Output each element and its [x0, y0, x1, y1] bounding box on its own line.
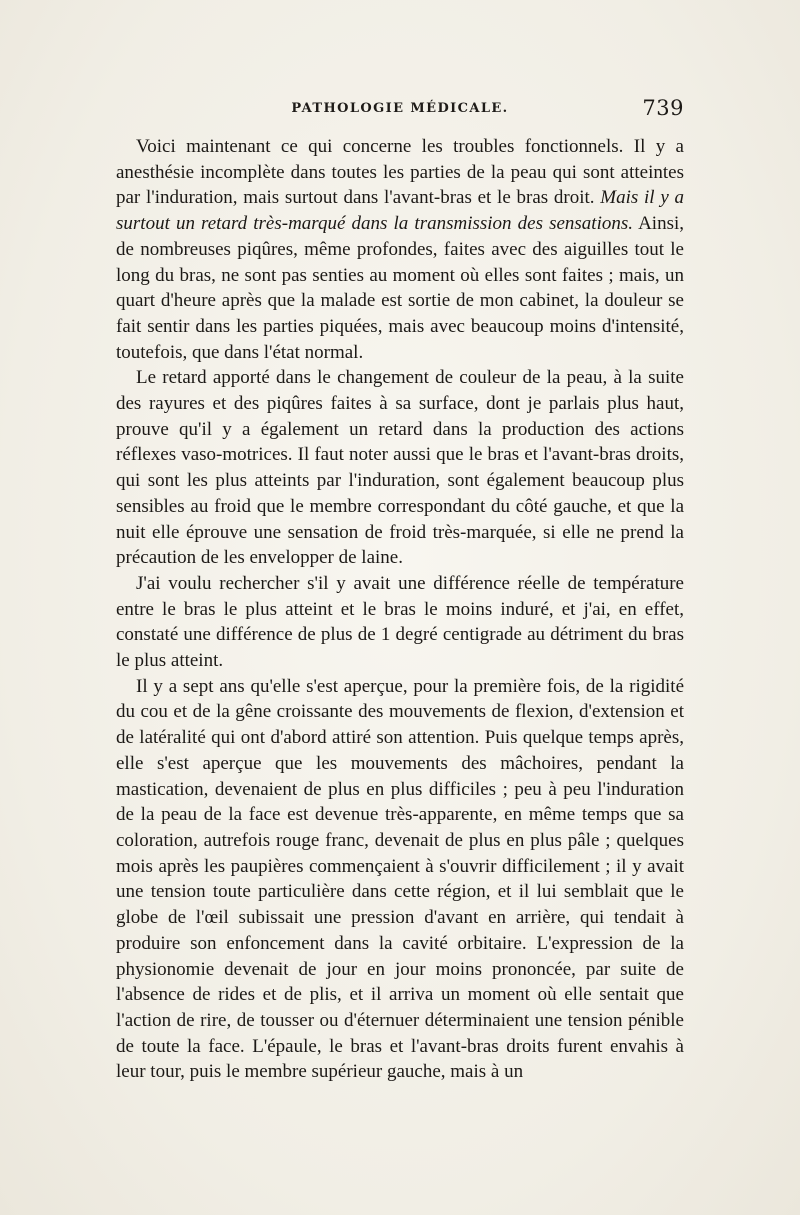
paragraph-1-italic-text: Mais il y a surtout un retard très-marqué dans la transmission des sensations.: [116, 187, 685, 235]
paragraph-4: Il y a sept ans qu'elle s'est aperçue, pour la première fois, de la rigidité du cou et de la gêne croissante des mouvements de flexion, d'extension et de latéralité qui ont d'abord attiré son attention. Puis quelque temps après, elle s'est aperçue que les mouvements des mâchoires, pendant la mastication, devenaient de plus en plus difficiles ; peu à peu l'induration de la peau de la face est devenue très-apparente, en même temps que sa coloration, autrefois rouge franc, devenait de plus en plus pâle ; quelques mois après les paupières commençaient à s'ouvrir difficilement ; il y avait une tension toute particulière dans cette région, et il lui semblait que le globe de l'œil subissait une pression d'avant en arrière, qui tendait à produire son enfoncement dans la cavité orbitaire. L'expression de la physionomie devenait de jour en jour moins prononcée, par suite de l'absence de rides et de plis, et il arriva un moment où elle sentait que l'action de rire, de tousser ou d'éternuer déterminaient une tension pénible de toute la face. L'épaule, le bras et l'avant-bras droits furent envahis à leur tour, puis le membre supérieur gauche, mais à un: [116, 675, 684, 1083]
paragraph-1-text-after: Ainsi, de nombreuses piqûres, même profondes, faites avec des aiguilles tout le long du bras, ne sont pas senties au moment où elles sont faites ; mais, un quart d'heure après que la malade est sortie de mon cabinet, la douleur se fait sentir dans les parties piquées, mais avec beaucoup moins d'intensité, toutefois, que dans l'état normal.: [116, 213, 684, 363]
page-header: [116, 98, 684, 126]
paragraph-1-text-before: Voici maintenant ce qui concerne les troubles fonctionnels. Il y a anesthésie incomplète dans toutes les parties de la peau qui sont atteintes par l'induration, mais surtout dans l'avant-bras et le bras droit.: [116, 136, 684, 209]
running-title: PATHOLOGIE MÉDICALE.: [291, 101, 509, 116]
paragraph-3: J'ai voulu rechercher s'il y avait une différence réelle de température entre le bras le plus atteint et le bras le moins induré, et j'ai, en effet, constaté une différence de plus de 1 degré centigrade au détriment du bras le plus atteint.: [116, 572, 684, 672]
paragraph-1: [116, 134, 684, 365]
body-text: [116, 134, 684, 1085]
page-number: 739: [642, 96, 684, 120]
paragraph-2: Le retard apporté dans le changement de couleur de la peau, à la suite des rayures et des piqûres faites à sa surface, dont je parlais plus haut, prouve qu'il y a également un retard dans la production des actions réflexes vaso-motrices. Il faut noter aussi que le bras et l'avant-bras droits, qui sont les plus atteints par l'induration, sont également beaucoup plus sensibles au froid que le membre correspondant du côté gauche, et que la nuit elle éprouve une sensation de froid très-marquée, si elle ne prend la précaution de les envelopper de laine.: [116, 367, 684, 569]
